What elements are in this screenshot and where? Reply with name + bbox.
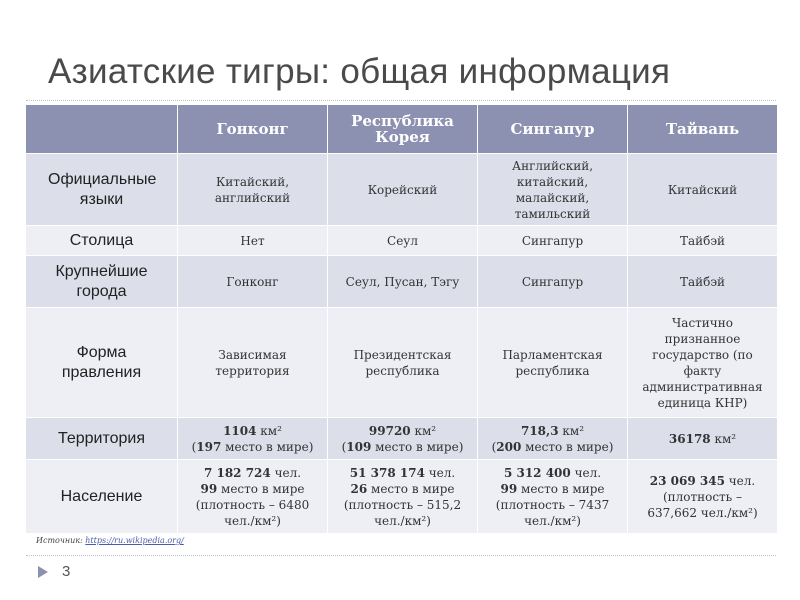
row-header-government: Форма правления [26,308,178,418]
population-cell: 7 182 724 чел. 99 место в мире (плотность – 6480 чел./км²) [178,460,328,534]
table-cell: Парламентская республика [478,308,628,418]
slide-arrow-icon [37,565,49,579]
header-hongkong: Гонконг [178,105,328,154]
row-header-languages: Официальные языки [26,154,178,226]
source-note [36,536,184,545]
row-header-cities: Крупнейшие города [26,256,178,308]
table-cell: Сингапур [478,256,628,308]
info-table [25,104,778,534]
territory-cell: 1104 км² (197 место в мире) [178,418,328,460]
table-cell: Частично признанное государство (по факту административная единица КНР) [628,308,778,418]
table-row [26,256,778,308]
title-divider [26,100,776,101]
row-header-capital: Столица [26,226,178,256]
population-cell: 23 069 345 чел. (плотность – 637,662 чел./км²) [628,460,778,534]
table-cell: Китайский [628,154,778,226]
footer-divider [26,555,776,556]
table-cell: Тайбэй [628,226,778,256]
header-row [26,105,778,154]
territory-cell: 36178 км² [628,418,778,460]
header-singapore: Сингапур [478,105,628,154]
table-cell: Сеул, Пусан, Тэгу [328,256,478,308]
population-cell: 51 378 174 чел. 26 место в мире (плотность – 515,2 чел./км²) [328,460,478,534]
header-taiwan: Тайвань [628,105,778,154]
population-cell: 5 312 400 чел. 99 место в мире (плотность – 7437 чел./км²) [478,460,628,534]
table-cell: Сеул [328,226,478,256]
table-cell: Китайский, английский [178,154,328,226]
header-korea: Республика Корея [328,105,478,154]
territory-cell: 718,3 км² (200 место в мире) [478,418,628,460]
header-corner [26,105,178,154]
table-row [26,308,778,418]
table-row [26,154,778,226]
table-cell: Сингапур [478,226,628,256]
table-cell: Зависимая территория [178,308,328,418]
table-cell: Английский, китайский, малайский, тамильский [478,154,628,226]
slide-title: Азиатские тигры: общая информация [48,52,671,91]
source-link[interactable]: https://ru.wikipedia.org/ [85,536,184,545]
row-header-population: Население [26,460,178,534]
table-row [26,226,778,256]
territory-cell: 99720 км² (109 место в мире) [328,418,478,460]
table-cell: Тайбэй [628,256,778,308]
table-cell: Гонконг [178,256,328,308]
table-row-population [26,460,778,534]
page-number: 3 [62,563,71,580]
table-row-territory [26,418,778,460]
table-cell: Нет [178,226,328,256]
table-cell: Корейский [328,154,478,226]
row-header-territory: Территория [26,418,178,460]
source-label: Источник: [36,536,86,545]
table-cell: Президентская республика [328,308,478,418]
